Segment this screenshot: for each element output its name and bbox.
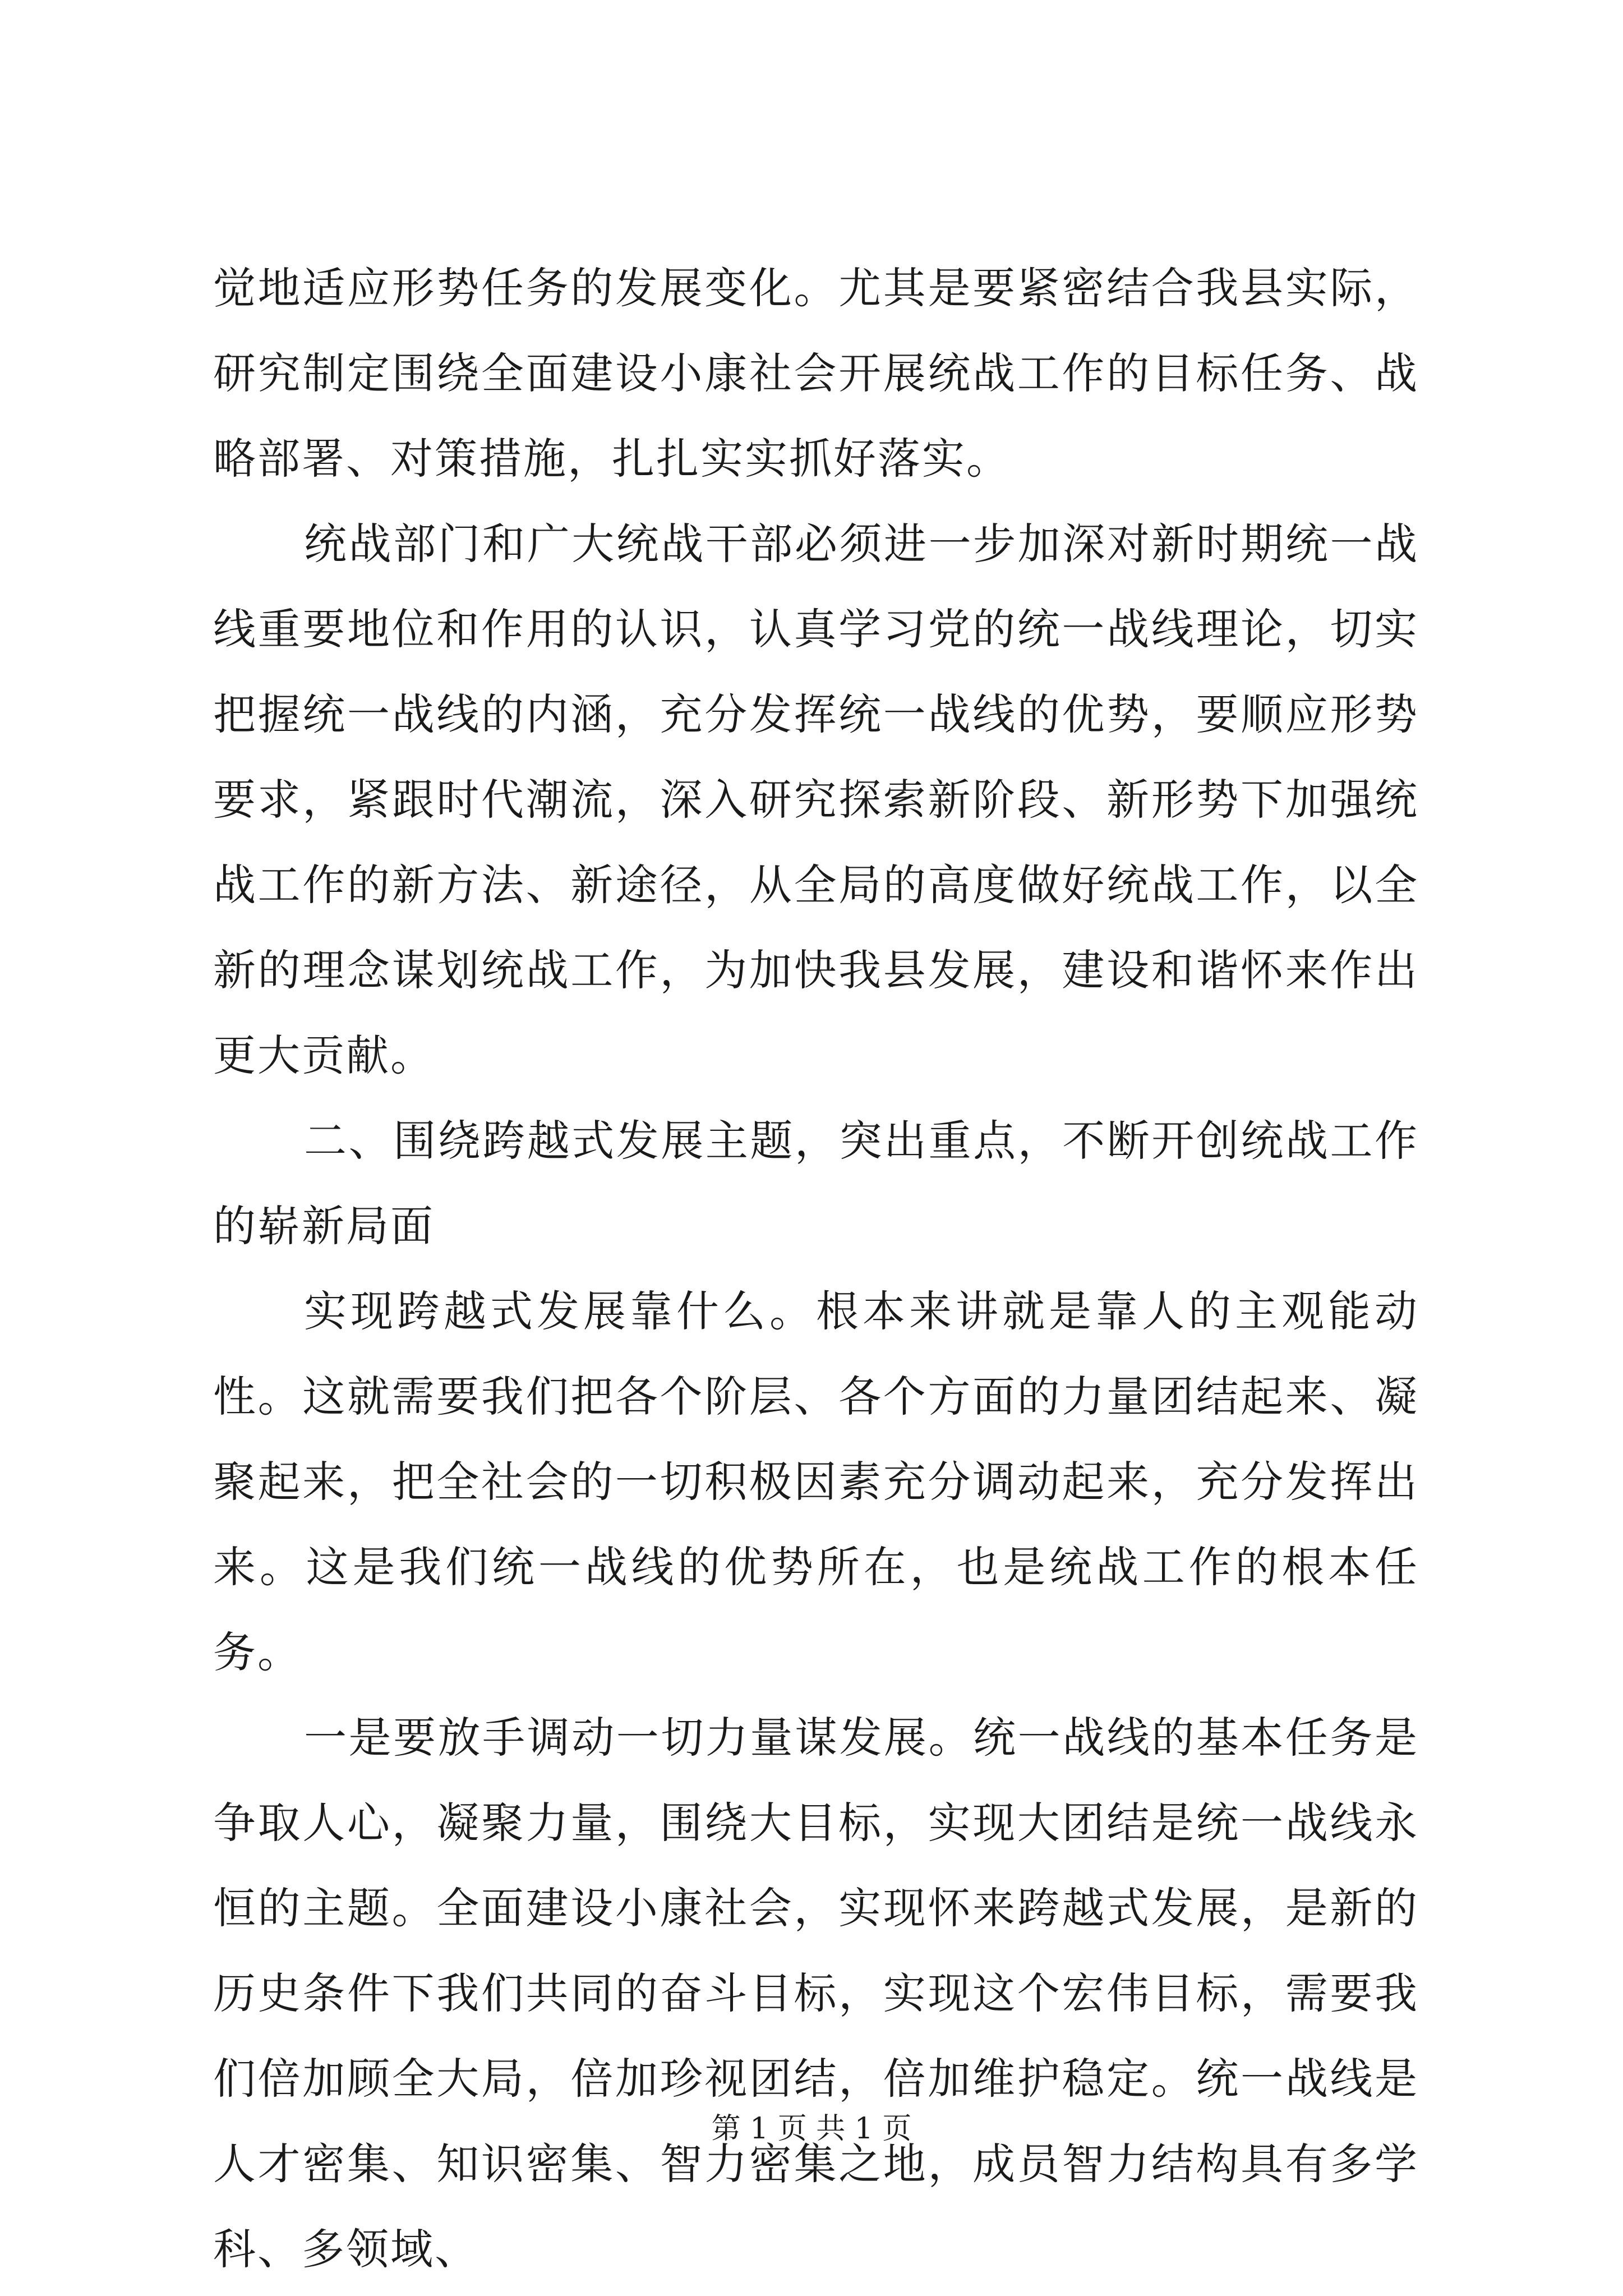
- document-body: [213, 246, 1419, 2292]
- paragraph-2: 统战部门和广大统战干部必须进一步加深对新时期统一战线重要地位和作用的认识，认真学习党的统一战线理论，切实把握统一战线的内涵，充分发挥统一战线的优势，要顺应形势要求，紧跟时代潮流，深入研究探索新阶段、新形势下加强统战工作的新方法、新途径，从全局的高度做好统战工作，以全新的理念谋划统战工作，为加快我县发展，建设和谐怀来作出更大贡献。: [213, 519, 1419, 1080]
- paragraph-3: 实现跨越式发展靠什么。根本来讲就是靠人的主观能动性。这就需要我们把各个阶层、各个方面的力量团结起来、凝聚起来，把全社会的一切积极因素充分调动起来，充分发挥出来。这是我们统一战线的优势所在，也是统战工作的根本任务。: [213, 1286, 1419, 1677]
- paragraph-1: 觉地适应形势任务的发展变化。尤其是要紧密结合我县实际，研究制定围绕全面建设小康社会开展统战工作的目标任务、战略部署、对策措施，扎扎实实抓好落实。: [213, 263, 1419, 484]
- paragraph-4: 一是要放手调动一切力量谋发展。统一战线的基本任务是争取人心，凝聚力量，围绕大目标，实现大团结是统一战线永恒的主题。全面建设小康社会，实现怀来跨越式发展，是新的历史条件下我们共同的奋斗目标，实现这个宏伟目标，需要我们倍加顾全大局，倍加珍视团结，倍加维护稳定。统一战线是人才密集、知识密集、智力密集之地，成员智力结构具有多学科、多领域、: [213, 1713, 1419, 2274]
- page-footer: [0, 2109, 1623, 2148]
- page-number-label: 第 1 页 共 1 页: [711, 2112, 912, 2146]
- section-heading: 二、围绕跨越式发展主题，突出重点，不断开创统战工作的崭新局面: [213, 1116, 1419, 1251]
